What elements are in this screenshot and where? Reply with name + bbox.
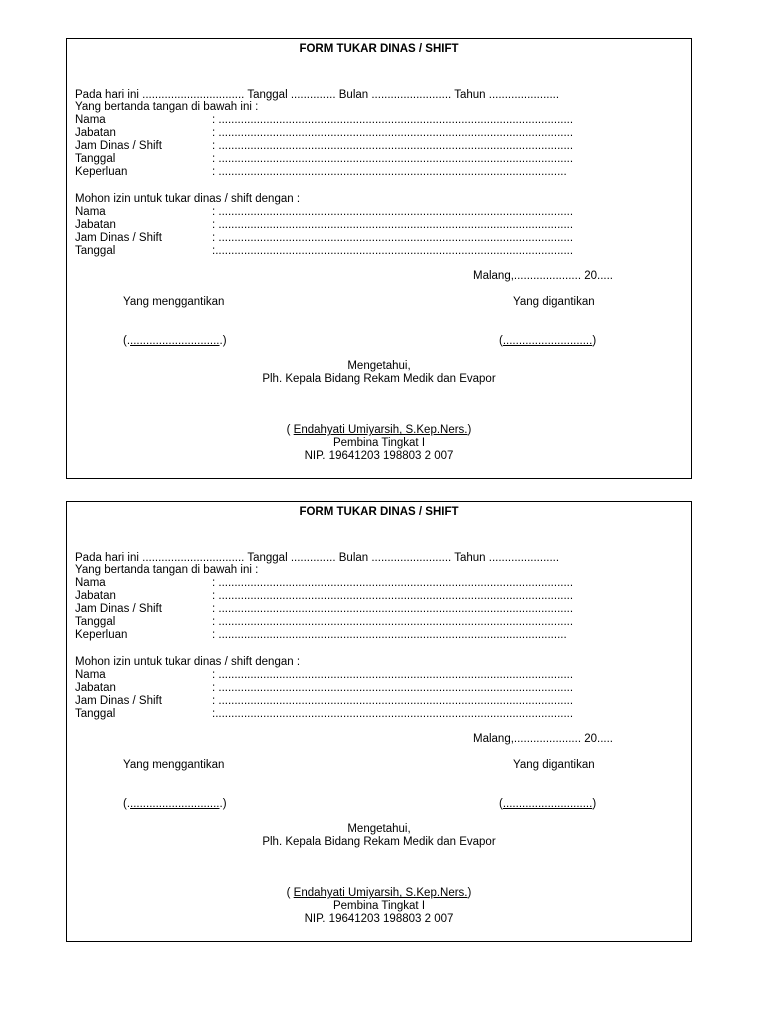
field2-label-tanggal: Tanggal [75,245,116,257]
form-title: FORM TUKAR DINAS / SHIFT [299,506,459,518]
field-value-jam-dinas: : ............................................................................................................... [212,140,574,152]
official-name: ( Endahyati Umiyarsih, S.Kep.Ners.) [286,887,472,899]
signed-below-line: Yang bertanda tangan di bawah ini : [75,101,259,113]
official-name: ( Endahyati Umiyarsih, S.Kep.Ners.) [286,424,472,436]
field-label-nama: Nama [75,114,106,126]
field-value-nama: : ............................................................................................................... [212,114,574,126]
field-value-keperluan: : ............................................................................................................. [212,166,567,178]
replaced-label: Yang digantikan [513,759,595,771]
field-label-jam-dinas: Jam Dinas / Shift [75,140,162,152]
official-rank: Pembina Tingkat I [332,900,426,912]
field2-label-jabatan: Jabatan [75,682,116,694]
field-label-jabatan: Jabatan [75,590,116,602]
field2-value-nama: : ............................................................................................................... [212,669,574,681]
official-rank: Pembina Tingkat I [332,437,426,449]
field2-label-jabatan: Jabatan [75,219,116,231]
field2-value-jabatan: : ............................................................................................................... [212,682,574,694]
replacer-label: Yang menggantikan [123,296,225,308]
place-date: Malang,..................... 20..... [473,733,613,745]
field-value-jam-dinas: : ............................................................................................................... [212,603,574,615]
field2-value-jam-dinas: : ............................................................................................................... [212,232,574,244]
shift-swap-form-1 [66,38,692,479]
field2-value-tanggal: :................................................................................................................ [212,245,574,257]
signed-below-line: Yang bertanda tangan di bawah ini : [75,564,259,576]
replacer-label: Yang menggantikan [123,759,225,771]
field-value-tanggal: : ............................................................................................................... [212,616,574,628]
official-position: Plh. Kepala Bidang Rekam Medik dan Evapor [262,836,496,848]
field2-label-jam-dinas: Jam Dinas / Shift [75,232,162,244]
field2-label-tanggal: Tanggal [75,708,116,720]
field2-value-jam-dinas: : ............................................................................................................... [212,695,574,707]
intro-line: Pada hari ini ................................ Tanggal .............. Bulan ......................... Tahun ...................... [75,89,560,101]
official-nip: NIP. 19641203 198803 2 007 [304,450,454,462]
replaced-label: Yang digantikan [513,296,595,308]
field2-label-nama: Nama [75,669,106,681]
field-value-keperluan: : ............................................................................................................. [212,629,567,641]
place-date: Malang,..................... 20..... [473,270,613,282]
acknowledged-label: Mengetahui, [347,360,411,372]
field2-value-tanggal: :................................................................................................................ [212,708,574,720]
form-title: FORM TUKAR DINAS / SHIFT [299,43,459,55]
replacer-signature: (..............................) [123,335,227,347]
replaced-signature: (............................) [499,798,597,810]
official-nip: NIP. 19641203 198803 2 007 [304,913,454,925]
field2-label-jam-dinas: Jam Dinas / Shift [75,695,162,707]
shift-swap-form-2 [66,501,692,942]
field-value-nama: : ............................................................................................................... [212,577,574,589]
request-line: Mohon izin untuk tukar dinas / shift dengan : [75,656,301,668]
request-line: Mohon izin untuk tukar dinas / shift dengan : [75,193,301,205]
field-label-nama: Nama [75,577,106,589]
field-label-jabatan: Jabatan [75,127,116,139]
field2-value-jabatan: : ............................................................................................................... [212,219,574,231]
field2-label-nama: Nama [75,206,106,218]
field-label-tanggal: Tanggal [75,153,116,165]
acknowledged-label: Mengetahui, [347,823,411,835]
replaced-signature: (............................) [499,335,597,347]
field-label-jam-dinas: Jam Dinas / Shift [75,603,162,615]
field-label-tanggal: Tanggal [75,616,116,628]
official-position: Plh. Kepala Bidang Rekam Medik dan Evapor [262,373,496,385]
replacer-signature: (..............................) [123,798,227,810]
field-label-keperluan: Keperluan [75,166,128,178]
field2-value-nama: : ............................................................................................................... [212,206,574,218]
intro-line: Pada hari ini ................................ Tanggal .............. Bulan ......................... Tahun ...................... [75,552,560,564]
field-label-keperluan: Keperluan [75,629,128,641]
field-value-tanggal: : ............................................................................................................... [212,153,574,165]
field-value-jabatan: : ............................................................................................................... [212,127,574,139]
field-value-jabatan: : ............................................................................................................... [212,590,574,602]
